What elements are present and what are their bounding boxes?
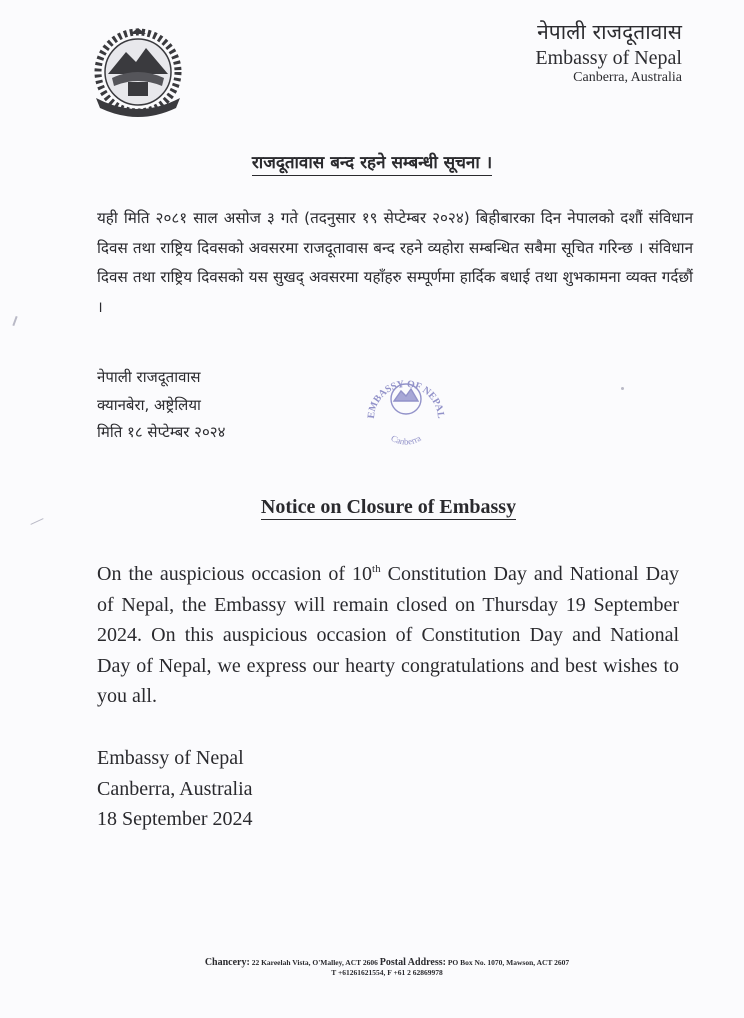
letterhead-name-nepali: नेपाली राजदूतावास — [537, 20, 682, 44]
signature-english-line-1: Embassy of Nepal — [97, 747, 244, 769]
stamp-text-bottom: Canberra — [389, 432, 423, 447]
signature-block-nepali — [97, 364, 225, 447]
footer-phone: T +61261621554, F +61 2 62869978 — [331, 968, 443, 977]
notice-title-nepali-text: राजदूतावास बन्द रहने सम्बन्धी सूचना । — [252, 153, 492, 176]
letterhead — [535, 18, 682, 86]
chancery-label: Chancery: — [204, 957, 250, 968]
ordinal-suffix: th — [372, 563, 381, 575]
letterhead-location: Canberra, Australia — [573, 70, 682, 85]
footer-address — [0, 958, 744, 978]
postal-address: PO Box No. 1070, Mawson, ACT 2607 — [445, 958, 570, 967]
chancery-address: 22 Kareelah Vista, O'Malley, ACT 2606 — [249, 958, 380, 967]
signature-english-line-3: 18 September 2024 — [97, 808, 253, 830]
signature-nepali-line-1: नेपाली राजदूतावास — [97, 368, 201, 386]
signature-block-english — [97, 743, 253, 835]
postal-label: Postal Address: — [379, 957, 446, 968]
signature-english-line-2: Canberra, Australia — [97, 777, 253, 800]
footer-address-line — [0, 958, 744, 968]
signature-nepali-line-2: क्यानबेरा, अष्ट्रेलिया — [97, 395, 201, 414]
notice-title-nepali — [0, 150, 744, 173]
svg-text:Canberra — [389, 433, 422, 447]
scan-mark — [12, 316, 17, 326]
scan-mark — [30, 518, 43, 525]
notice-body-english — [97, 559, 679, 712]
notice-title-english — [0, 496, 744, 519]
notice-body-english-part-1: On the auspicious occasion of 10 — [97, 563, 373, 585]
notice-body-english-part-2: Constitution Day and National Day of Nepal, the Embassy will remain closed on Thursday 19 September 2024. On this auspicious occasion of Constitution Day and National Day of Nepal, we express our hearty congratulations and best wishes to you all. — [97, 563, 679, 707]
nepal-coat-of-arms-icon — [88, 26, 188, 118]
notice-body-nepali: यही मिति २०८१ साल असोज ३ गते (तदनुसार १९ सेप्टेम्बर २०२४) बिहीबारका दिन नेपालको दशौं संविधान दिवस तथा राष्ट्रिय दिवसको अवसरमा राजदूतावास बन्द रहने व्यहोरा सम्बन्धित सबैमा सूचित गरिन्छ । संविधान दिवस तथा राष्ट्रिय दिवसको यस सुखद् अवसरमा यहाँहरु सम्पूर्णमा हार्दिक बधाई तथा शुभकामना व्यक्त गर्दछौं । — [97, 209, 693, 316]
embassy-stamp — [356, 365, 456, 465]
signature-nepali-line-3: मिति १८ सेप्टेम्बर २०२४ — [97, 423, 226, 441]
letterhead-name-english: Embassy of Nepal — [535, 47, 682, 69]
notice-title-english-text: Notice on Closure of Embassy — [260, 496, 517, 518]
stamp-text-top: EMBASSY OF NEPAL — [365, 378, 447, 420]
scan-mark — [621, 387, 624, 390]
